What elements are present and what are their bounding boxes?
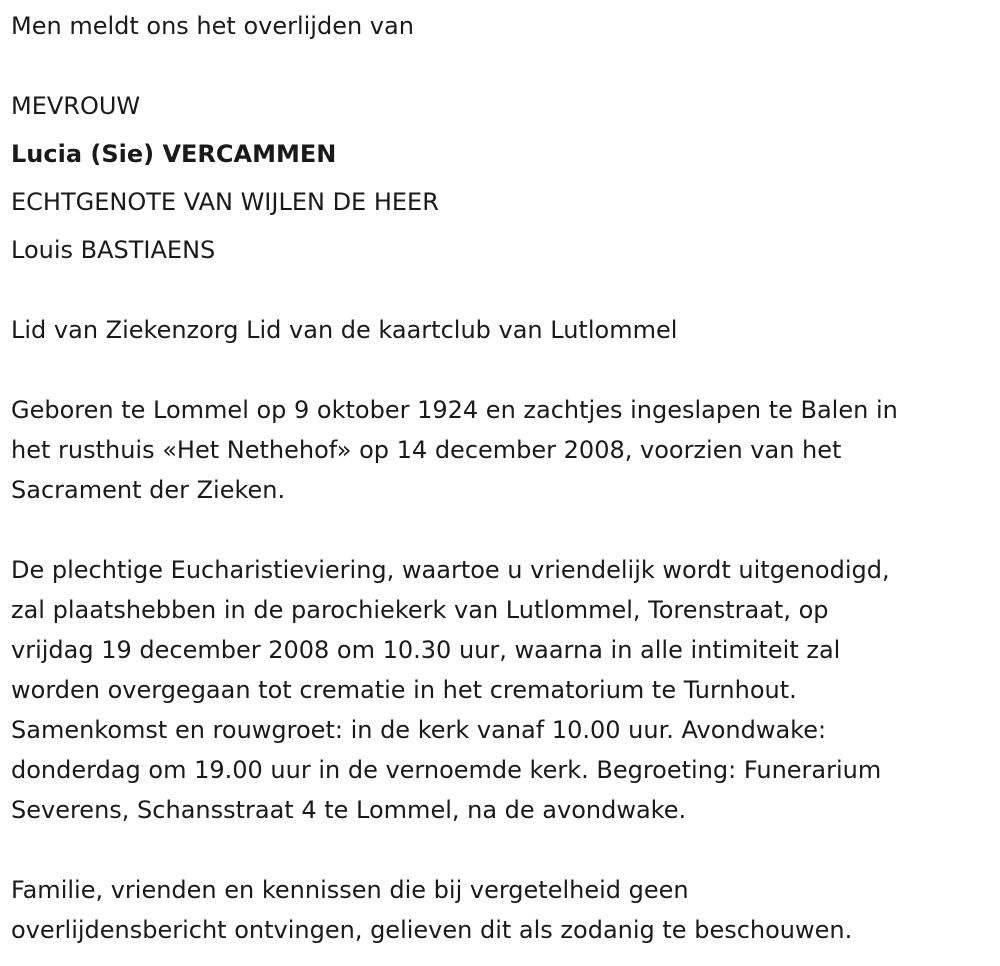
ceremony-line: donderdag om 19.00 uur in de vernoemde kerk. Begroeting: Funerarium	[11, 756, 882, 784]
deceased-name: Lucia (Sie) VERCAMMEN	[11, 140, 337, 168]
closing-line: overlijdensbericht ontvingen, gelieven dit als zodanig te beschouwen.	[11, 916, 853, 944]
birth-death-line: Sacrament der Zieken.	[11, 476, 286, 504]
salutation: MEVROUW	[11, 92, 141, 120]
ceremony-line: Samenkomst en rouwgroet: in de kerk vanaf 10.00 uur. Avondwake:	[11, 716, 827, 744]
ceremony-line: Severens, Schansstraat 4 te Lommel, na de avondwake.	[11, 796, 687, 824]
ceremony-line: zal plaatshebben in de parochiekerk van Lutlommel, Torenstraat, op	[11, 596, 829, 624]
closing-line: Familie, vrienden en kennissen die bij vergetelheid geen	[11, 876, 689, 904]
ceremony-line: De plechtige Eucharistieviering, waartoe u vriendelijk wordt uitgenodigd,	[11, 556, 890, 584]
ceremony-line: worden overgegaan tot crematie in het crematorium te Turnhout.	[11, 676, 797, 704]
birth-death-line: Geboren te Lommel op 9 oktober 1924 en zachtjes ingeslapen te Balen in	[11, 396, 898, 424]
spouse-name: Louis BASTIAENS	[11, 236, 216, 264]
relation-line: ECHTGENOTE VAN WIJLEN DE HEER	[11, 188, 439, 216]
memberships-line: Lid van Ziekenzorg Lid van de kaartclub van Lutlommel	[11, 316, 678, 344]
ceremony-line: vrijdag 19 december 2008 om 10.30 uur, waarna in alle intimiteit zal	[11, 636, 841, 664]
intro-line: Men meldt ons het overlijden van	[11, 12, 414, 40]
birth-death-line: het rusthuis «Het Nethehof» op 14 december 2008, voorzien van het	[11, 436, 842, 464]
